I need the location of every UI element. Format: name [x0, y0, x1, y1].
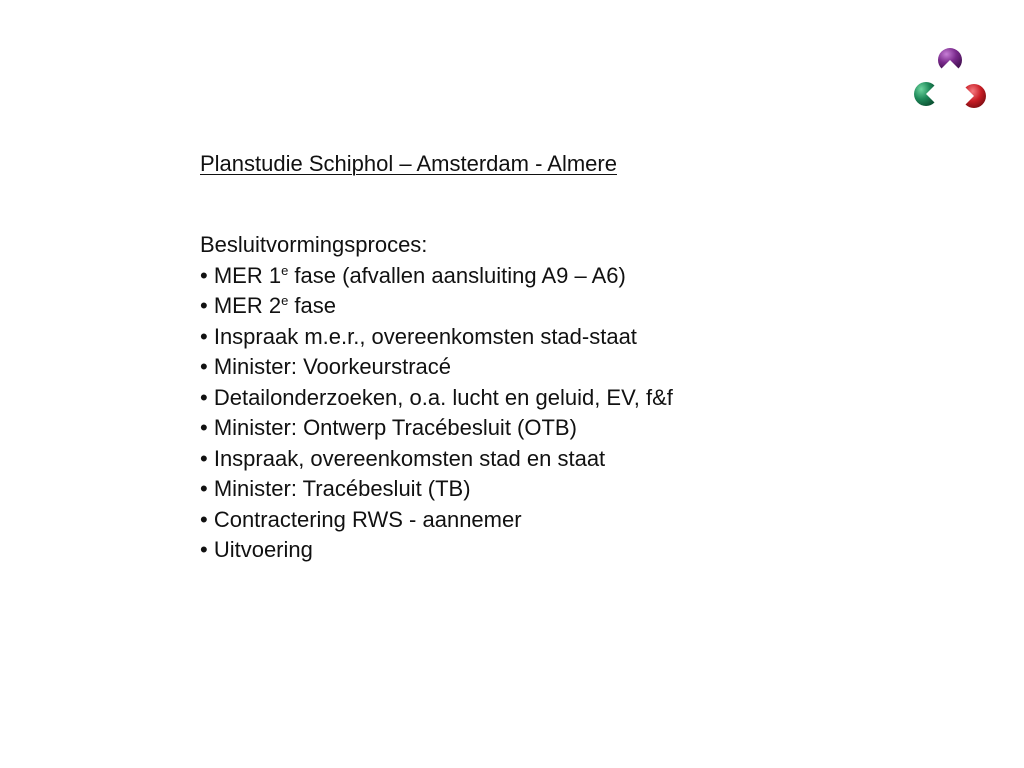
- bullet-icon: •: [200, 506, 208, 532]
- list-item: • Inspraak m.e.r., overeenkomsten stad-staat: [200, 323, 637, 349]
- list-item: • Uitvoering: [200, 537, 313, 562]
- bullet-icon: •: [200, 262, 208, 288]
- bullet-icon: •: [200, 354, 208, 379]
- bullet-icon: •: [200, 537, 208, 562]
- slide-content: [200, 230, 673, 566]
- bullet-icon: •: [200, 445, 208, 471]
- section-heading: Besluitvormingsproces:: [200, 232, 428, 257]
- bullet-icon: •: [200, 415, 208, 440]
- bullet-icon: •: [200, 384, 208, 410]
- list-item: • MER 1e fase (afvallen aansluiting A9 – A6): [200, 262, 626, 288]
- bullet-icon: •: [200, 476, 208, 501]
- bullet-list: [200, 261, 673, 566]
- list-item: • Minister: Voorkeurstracé: [200, 354, 452, 379]
- list-item: • Inspraak, overeenkomsten stad en staat: [200, 445, 606, 471]
- company-logo-icon: [906, 30, 998, 114]
- list-item: • Minister: Tracébesluit (TB): [200, 476, 471, 501]
- logo-green-shape: [914, 82, 934, 106]
- list-item: • Detailonderzoeken, o.a. lucht en geluid, EV, f&f: [200, 384, 673, 410]
- list-item: • MER 2e fase: [200, 293, 337, 318]
- list-item: • Contractering RWS - aannemer: [200, 506, 522, 532]
- slide-title: Planstudie Schiphol – Amsterdam - Almere: [200, 151, 617, 176]
- logo-red-shape: [966, 84, 986, 108]
- list-item: • Minister: Ontwerp Tracébesluit (OTB): [200, 415, 577, 440]
- bullet-icon: •: [200, 323, 208, 349]
- logo-purple-shape: [938, 48, 962, 68]
- bullet-icon: •: [200, 293, 208, 318]
